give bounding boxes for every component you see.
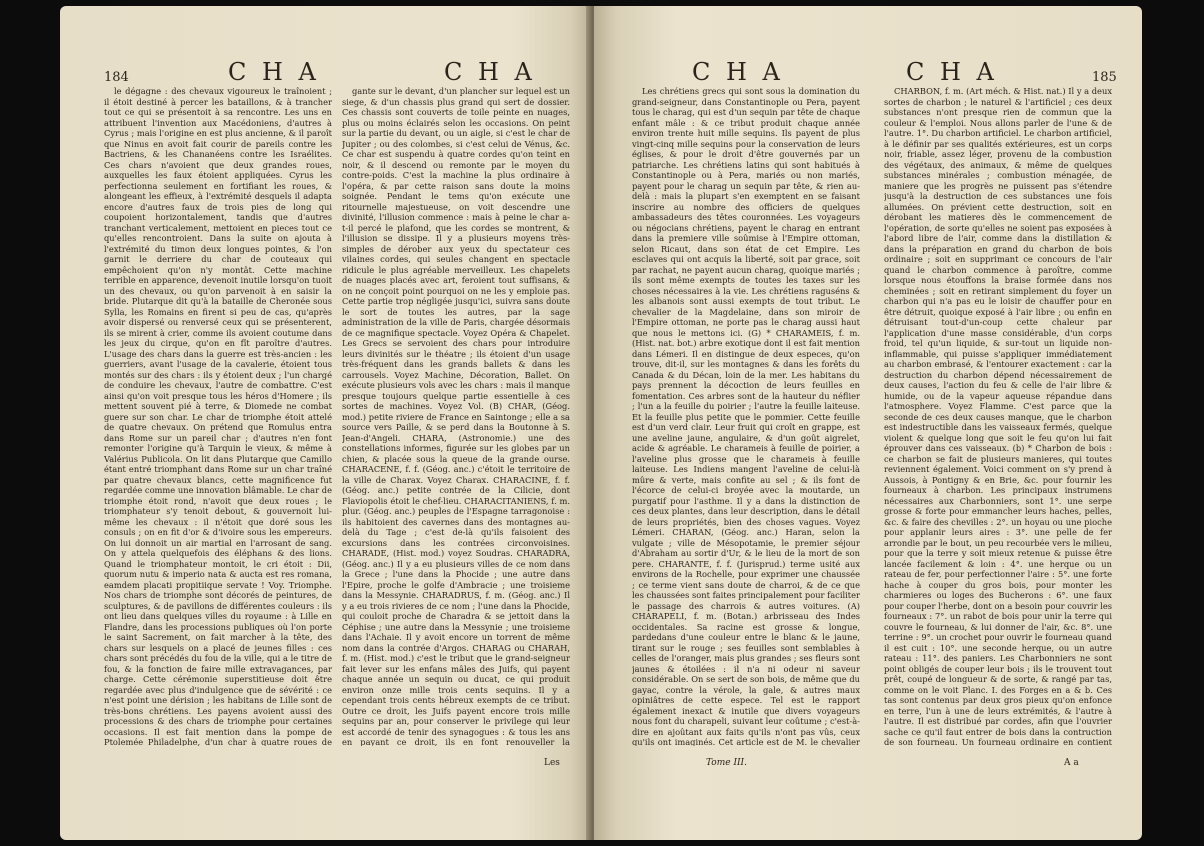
left-column-2 — [342, 86, 570, 746]
page-number-left: 184 — [104, 70, 129, 85]
right-col2-text: CHARBON, f. m. (Art méch. & Hist. nat.) Il y a deux sortes de charbon ; le naturel & l'artificiel ; ces deux substances n'ont presque rien de commun que la couleur & l'emploi. Nous allons parler de l'une & de l'autre. 1°. Du charbon artificiel. Le charbon artificiel, à le définir par ses qualités extérieures, est un corps noir, friable, assez léger, provenu de la combustion des végétaux, des animaux, & même de quelques substances minérales ; combustion ménagée, de maniere que les progrès ne puissent pas s'étendre jusqu'à la destruction de ces substances une fois allumées. On prévient cette destruction, soit en dérobant les matieres dès le commencement de l'opération, de sorte qu'elles ne soient pas exposées à l'abord libre de l'air, comme dans la distillation & dans la préparation en grand du charbon de bois ordinaire ; soit en supprimant ce concours de l'air quand le charbon commence à paroître, comme lorsque nous étouffons la braise formée dans nos cheminées ; soit en retirant simplement du foyer un charbon qui n'a pas eu le loisir de chauffer pour en être détruit, quoique exposé à l'air libre ; ou enfin en détruisant tout-d'un-coup cette chaleur par l'application d'une masse considérable, d'un corps froid, tel qu'un liquide, & sur-tout un liquide non-inflammable, qui puisse s'appliquer immédiatement au charbon embrasé, & l'entourer exactement : car la destruction du charbon dépend nécessairement de deux causes, l'action du feu & celle de l'air libre & humide, ou de la vapeur aqueuse répandue dans l'atmosphere. Voyez Flamme. C'est parce que la seconde de ces deux causes manque, que le charbon est indestructible dans les vaisseaux fermés, quelque violent & quelque long que soit le feu qu'on lui fait éprouver dans ces vaisseaux. (b) * Charbon de bois : ce charbon se fait de plusieurs manieres, qui toutes reviennent également. Voici comment on s'y prend à Aussois, à Pontigny & en Brie, &c. pour fournir les fourneaux à charbon. Les principaux instrumens nécessaires aux Charbonniers, sont 1°. une serpe grosse & forte pour emmancher leurs haches, pelles, &c. & faire des chevilles : 2°. un hoyau ou une pioche pour applanir leurs aires : 3°. une pelle de fer arrondie par le bout, un peu recourbée vers le milieu, pour que la terre y soit mieux retenue & puisse être lancée facilement & loin : 4°. une herque ou un rateau de fer, pour perfectionner l'aire : 5°. une forte hache à couper du gros bois, pour monter les charmieres ou loges des Bucherons : 6°. une faux pour couper l'herbe, dont on a besoin pour couvrir les fourneaux : 7°. un rabot de bois pour unir la terre qui couvre le fourneau, & lui donner de l'air, &c. 8°. une terrine : 9°. un crochet pour ouvrir le fourneau quand il est cuit : 10°. une seconde herque, ou un autre rateau : 11°. des paniers. Les Charbonniers ne sont point obligés de couper leur bois ; ils le trouvent tout prêt, coupé de longueur & de sorte, & rangé par tas, comme on le voit Planc. I. des Forges en a & b. Ces tas sont contenus par deux gros pieux qu'on enfonce en terre, l'un à une de leurs extrémités, & l'autre à l'autre. Il est distribué par cordes, afin que l'ouvrier sache ce qu'il faut entrer de bois dans la contruction de son fourneau. Un fourneau ordinaire en contient — [884, 86, 1112, 746]
left-col2-text: gante sur le devant, d'un plancher sur lequel est un siege, & d'un chassis plus grand qui sert de dossier. Ces chassis sont couverts de toile peinte en nuages, plus ou moins éclairés selon les occasions. On peint sur la partie du devant, ou un aigle, si c'est le char de Jupiter ; ou des colombes, si c'est celui de Vénus, &c. Ce char est suspendu à quatre cordes qu'on teint en noir, & il descend ou remonte par le moyen du contre-poids. C'est la machine la plus ordinaire à l'opéra, & par cette raison sans doute la moins soignée. Pendant le tems qu'on exécute une ritournelle majestueuse, on voit descendre une divinité, l'illusion commence : mais à peine le char a-t-il percé le plafond, que les cordes se montrent, & l'illusion se dissipe. Il y a plusieurs moyens très-simples de dérober aux yeux du spectateur ces vilaines cordes, qui seules changent en spectacle ridicule le plus agréable merveilleux. Les chapelets de nuages placés avec art, feroient tout suffisans, & on ne conçoit point pourquoi on ne les y emploie pas. Cette partie trop négligée jusqu'ici, suivra sans doute le sort de toutes les autres, par la sage administration de la ville de Paris, chargée désormais de ce magnifique spectacle. Voyez Opéra & Chapelet. Les Grecs se servoient des chars pour introduire leurs divinités sur le théatre ; ils étoient d'un usage très-fréquent dans les grands ballets & dans les carrousels. Voyez Machine, Décoration, Ballet. On exécute plusieurs vols avec les chars : mais il manque presque toujours quelque partie essentielle à ces sortes de machines. Voyez Vol. (B) CHAR, (Géog. mod.) petite riviere de France en Saintonge ; elle a sa source vers Paille, & se perd dans la Boutonne à S. Jean-d'Angeli. CHARA, (Astronomie.) une des constellations informes, figurée sur les globes par un chien, & placée sous la queue de la grande ourse. CHARACENE, f. f. (Géog. anc.) c'étoit le territoire de la ville de Charax. Voyez Charax. CHARACINE, f. f. (Géog. anc.) petite contrée de la Cilicie, dont Flaviopolis étoit le chef-lieu. CHARACITANIENS, f. m. plur. (Géog. anc.) peuples de l'Espagne tarragonoise : ils habitoient des cavernes dans des montagnes au-delà du Tage ; c'est de-là qu'ils faisoient des excursions dans les contrées circonvoisines. CHARADE, (Hist. mod.) voyez Soudras. CHARADRA, (Géog. anc.) Il y a eu plusieurs villes de ce nom dans la Grece ; l'une dans la Phocide ; une autre dans l'Epire, proche le golfe d'Ambracie ; une troisieme dans la Messynie. CHARADRUS, f. m. (Géog. anc.) Il y a eu trois rivieres de ce nom ; l'une dans la Phocide, qui couloit proche de Charadra & se jettoit dans la Céphise ; une autre dans la Messynie ; une troisieme dans l'Achaie. Il y avoit encore un torrent de même nom dans la contrée d'Argos. CHARAG ou CHARAH, f. m. (Hist. mod.) c'est le tribut que le grand-seigneur fait lever sur les enfans mâles des Juifs, qui payent chaque année un sequin ou ducat, ce qui produit environ onze mille trois cents sequins. Il y a cependant trois cents hébreux exempts de ce tribut. Outre ce droit, les Juifs payent encore trois mille sequins par an, pour conserver le privilege qui leur est accordé de tenir des synagogues : & tous les ans en payant ce droit, ils en font renouveller la — [342, 86, 570, 746]
heading-left-inner: C H A — [444, 58, 536, 86]
catchword: Les — [544, 758, 560, 768]
left-column-1 — [104, 86, 332, 746]
right-running-head — [594, 58, 1142, 88]
left-page — [60, 6, 592, 840]
left-col1-text: le dégagne : des chevaux vigoureux le traînoient ; il étoit destiné à percer les bataillons, & à trancher tout ce qui se présentoit à sa rencontre. Les uns en attribuent l'invention aux Macédoniens, d'autres à Cyrus ; mais l'origine en est plus ancienne, & il paroît que Ninus en avoit fait courir de pareils contre les Bactriens, & les Chananéens contre les Israélites. Ces chars n'avoient que deux grandes roues, auxquelles les faux étoient appliquées. Cyrus les perfectionna seulement en fortifiant les roues, & alongeant les effieux, à l'extrémité desquels il adapta encore d'autres faux de trois pies de long qui coupoient horizontalement, tandis que d'autres tranchant verticalement, mettoient en pieces tout ce qu'elles rencontroient. Dans la suite on ajouta à l'extrémité du timon deux longues pointes, & l'on garnit le derriere du char de couteaux qui empêchoient qu'on n'y montât. Cette machine terrible en apparence, devenoit inutile lorsqu'on tuoit un des chevaux, ou qu'on parvenoit à en saisir la bride. Plutarque dit qu'à la bataille de Cheronée sous Sylla, les Romains en firent si peu de cas, qu'après avoir dispersé ou renversé ceux qui se présenterent, ils se mirent à crier, comme ils avoient coutume dans les jeux du cirque, qu'on en fît paroître d'autres. L'usage des chars dans la guerre est très-ancien : les guerriers, avant l'usage de la cavalerie, étoient tous montés sur des chars : ils y étoient deux ; l'un chargé de conduire les chevaux, l'autre de combattre. C'est ainsi qu'on voit presque tous les héros d'Homere ; ils mettent souvent pié à terre, & Diomede ne combat guere sur son char. Le char de triomphe étoit attelé de quatre chevaux. On prétend que Romulus entra dans Rome sur un pareil char ; d'autres n'en font remonter l'origine qu'à Tarquin le vieux, & même à Valérius Publicola. On lit dans Plutarque que Camillo étant entré triomphant dans Rome sur un char traîné par quatre chevaux blancs, cette magnificence fut regardée comme une innovation blâmable. Le char de triomphe étoit rond, n'avoit que deux roues ; le triomphateur s'y tenoit debout, & gouvernoit lui-même les chevaux : il n'étoit que doré sous les consuls ; on en fit d'or & d'ivoire sous les empereurs. On lui donnoit un air martial en l'arrosant de sang. On y attela quelquefois des éléphans & des lions. Quand le triomphateur montoit, le cri étoit : Dii, quorum nutu & imperio nata & aucta est res romana, eamdem placati propitiique servate ! Voy. Triomphe. Nos chars de triomphe sont décorés de peintures, de sculptures, & de pavillons de différentes couleurs : ils ont lieu dans quelques villes du royaume : à Lille en Flandre, dans les processions publiques où l'on porte le saint Sacrement, on fait marcher à la tête, des chars sur lesquels on a placé de jeunes filles : ces chars sont précédés du fou de la ville, qui a le titre de fou, & la fonction de faire mille extravagances, par charge. Cette cérémonie superstitieuse doit être regardée avec plus d'indulgence que de sévérité : ce n'est point une dérision ; les habitans de Lille sont de très-bons chrétiens. Les payens avoient aussi des processions & des chars de triomphe pour certaines occasions. Il est fait mention dans la pompe de Ptolemée Philadelphe, d'un char à quatre roues de — [104, 86, 332, 746]
volume-footer: Tome III. — [706, 758, 747, 768]
heading-right-outer: C H A — [906, 58, 998, 86]
page-number-right: 185 — [1092, 70, 1117, 85]
heading-right-inner: C H A — [692, 58, 784, 86]
right-page — [594, 6, 1142, 840]
signature-mark: A a — [1064, 758, 1079, 768]
heading-left-outer: C H A — [228, 58, 320, 86]
left-running-head — [60, 58, 592, 88]
right-col1-text: Les chrétiens grecs qui sont sous la domination du grand-seigneur, dans Constantinople ou Pera, payent tous le charag, qui est d'un sequin par tête de chaque enfant mâle : & ce tribut produit chaque année environ trente huit mille sequins. Ils payent de plus vingt-cinq mille sequins pour la conservation de leurs églises, & pour le droit d'être gouvernés par un patriarche. Les chrétiens latins qui sont habitués à Constantinople ou à Pera, mariés ou non mariés, payent pour le charag un sequin par tête, & rien au-delà : mais la plupart s'en exemptent en se faisant inscrire au nombre des officiers de quelques ambassadeurs des têtes couronnées. Les voyageurs ou négocians chrétiens, payent le charag en entrant dans la premiere ville soûmise à l'Empire ottoman, selon Ricaut, dans son état de cet Empire. Les esclaves qui ont acquis la liberté, soit par grace, soit par rachat, ne payent aucun charag, quoique mariés ; ils sont même exempts de toutes les taxes sur les choses nécessaires à la vie. Les chrétiens raguséns & les albanois sont aussi exempts de tout tribut. Le chevalier de la Magdelaine, dans son miroir de l'Empire ottoman, ne porte pas le charag aussi haut que nous le mettons ici. (G) * CHARAMEIS, f. m. (Hist. nat. bot.) arbre exotique dont il est fait mention dans Lémeri. Il en distingue de deux especes, qu'on trouve, dit-il, sur les montagnes & dans les forêts du Canada & du Décan, loin de la mer. Les habitans du pays prennent la décoction de leurs feuilles en fomentation. Ces arbres sont de la hauteur du néflier ; l'un a la feuille du poirier ; l'autre la feuille laiteuse. Et la feuille plus petite que le pommier. Cette feuille est d'un verd clair. Leur fruit qui croît en grappe, est une aveline jaune, angulaire, & d'un goût aigrelet, acide & agréable. Le charameis à feuille de poirier, a l'aveline plus grosse que le charameis à feuille laiteuse. Les Indiens mangent l'aveline de celui-là mûre & verte, mais confite au sel ; & ils font de l'écorce de celui-ci broyée avec la moutarde, un purgatif pour l'asthme. Il y a dans la distinction de ces deux plantes, dans leur description, dans le détail de leurs propriétés, bien des choses vagues. Voyez Lémeri. CHARAN, (Géog. anc.) Haran, selon la vulgate ; ville de Mésopotamie, le premier séjour d'Abraham au sortir d'Ur, & le lieu de la mort de son pere. CHARANTE, f. f. (Jurisprud.) terme usité aux environs de la Rochelle, pour exprimer une chaussée ; ce terme vient sans doute de charroi, & de ce que les chaussées sont faites principalement pour faciliter le passage des charrois & autres voitures. (A) CHARAPELI, f. m. (Botan.) arbrisseau des Indes occidentales. Sa racine est grosse & longue, pardedans d'une couleur entre le blanc & le jaune, tirant sur le rouge ; ses feuilles sont semblables à celles de l'oranger, mais plus grandes ; ses fleurs sont jaunes & étoilées : il n'a ni odeur ni saveur considérable. On se sert de son bois, de même que du gayac, contre la vérole, la gale, & autres maux opiniâtres de cette espece. Tel est le rapport également inexact & inutile que divers voyageurs nous font du charapeli, suivant leur coûtume ; c'est-à-dire en ajoûtant aux faits qu'ils n'ont pas vûs, ceux qu'ils ont imaginés. Cet article est de M. le chevalier — [632, 86, 860, 746]
right-column-1 — [632, 86, 860, 746]
right-column-2 — [884, 86, 1112, 746]
